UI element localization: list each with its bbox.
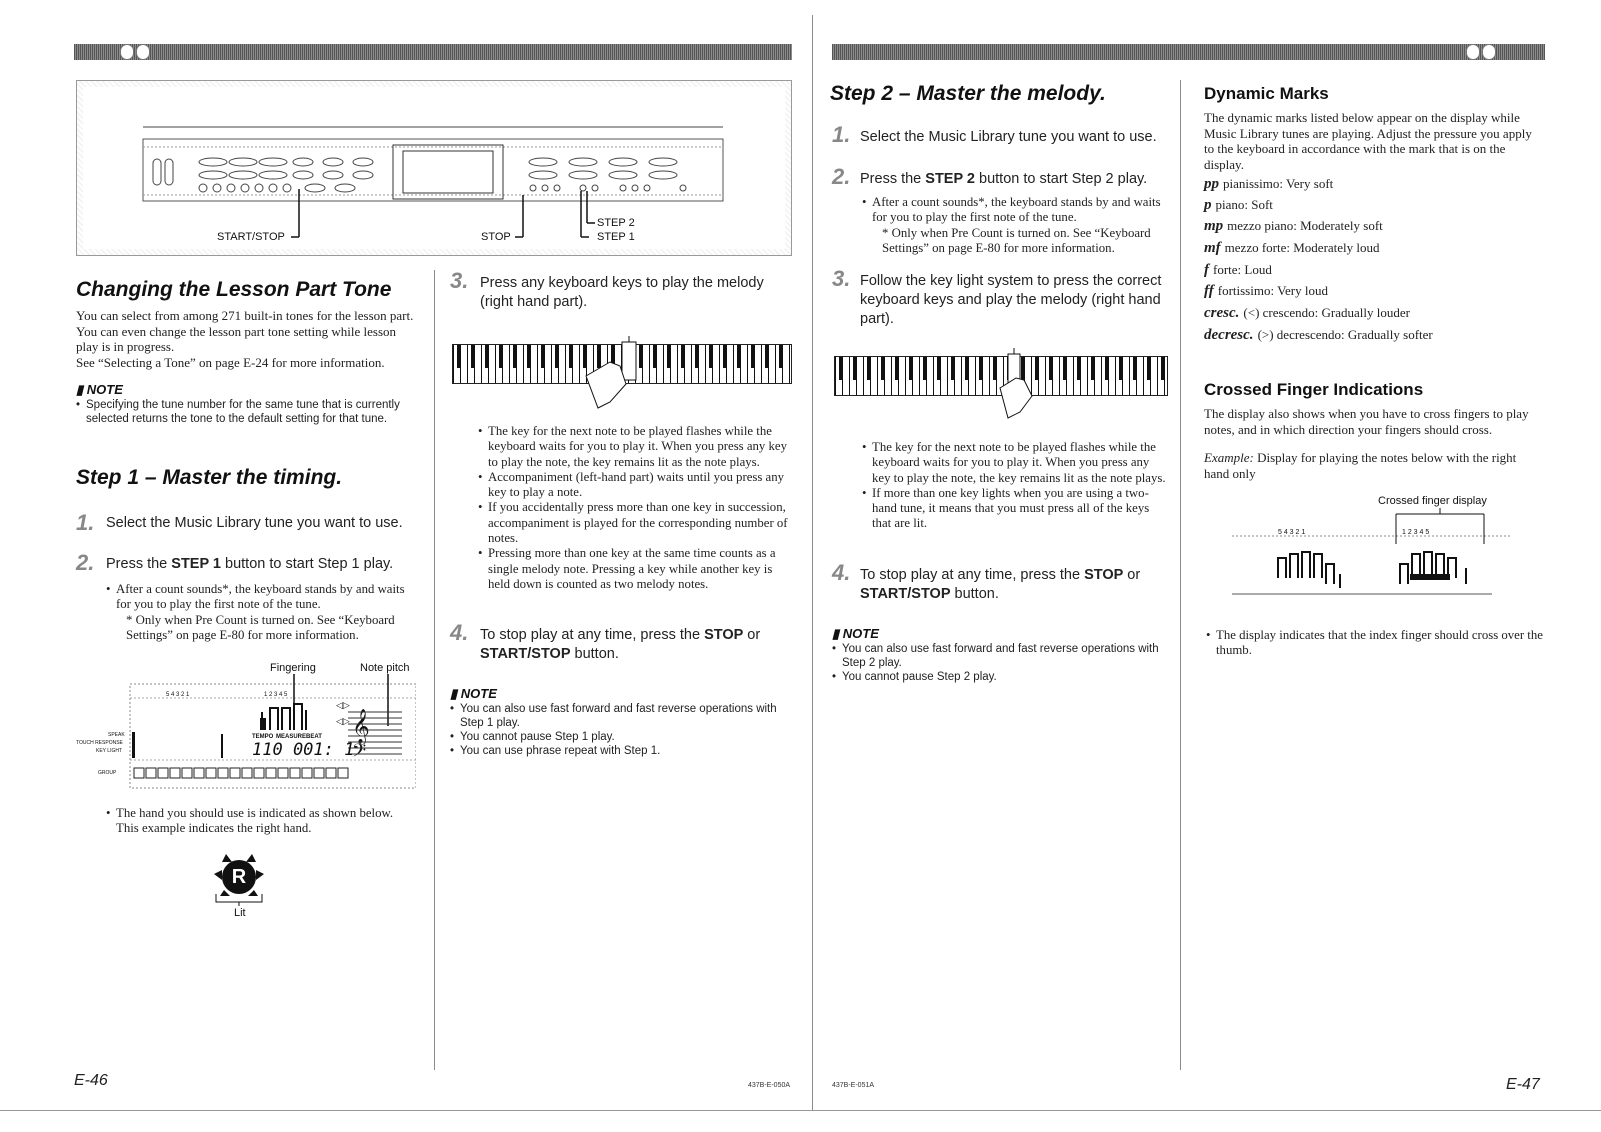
step2-item3-number: 3. bbox=[832, 266, 851, 291]
dynamic-desc: (<) crescendo: Gradually louder bbox=[1243, 305, 1410, 320]
hand-letter: R bbox=[231, 866, 247, 888]
crossed-bullet: • The display indicates that the index finger should cross over the thumb. bbox=[1206, 628, 1546, 659]
step2-bullet: • If more than one key lights when you are using a two-hand tune, it means that you must press all of the keys that are lit. bbox=[862, 486, 1168, 532]
step2-button-name: STEP 2 bbox=[925, 171, 975, 187]
note-heading-text: NOTE bbox=[460, 686, 497, 701]
dynamic-desc: fortissimo: Very loud bbox=[1217, 283, 1328, 298]
example-text: Display for playing the notes below with the right hand only bbox=[1204, 450, 1517, 481]
step2-item4-pre: To stop play at any time, press the bbox=[860, 567, 1085, 583]
step1-item1-number: 1. bbox=[76, 510, 95, 535]
step2-title: Step 2 – Master the melody. bbox=[830, 82, 1106, 105]
finger-pressing-key-icon bbox=[990, 348, 1050, 422]
keyboard-panel-illustration bbox=[76, 80, 792, 256]
svg-text:5 4 3 2 1: 5 4 3 2 1 bbox=[166, 692, 190, 698]
step2-item4-post: button. bbox=[950, 586, 999, 602]
changing-lesson-see: See “Selecting a Tone” on page E-24 for more information. bbox=[76, 354, 385, 370]
col2-item4-pre: To stop play at any time, press the bbox=[480, 627, 705, 643]
crossed-finger-display-illustration bbox=[1232, 508, 1512, 612]
dynamic-symbol: pp bbox=[1204, 176, 1219, 192]
lcd-keylight-label: KEY LIGHT bbox=[96, 748, 123, 754]
dynamic-desc: (>) decrescendo: Gradually softer bbox=[1257, 327, 1433, 342]
svg-text:1 2 3 4 5: 1 2 3 4 5 bbox=[264, 692, 288, 698]
dynamic-symbol: mp bbox=[1204, 218, 1224, 234]
dynamic-desc: pianissimo: Very soft bbox=[1223, 176, 1334, 191]
step1-label: STEP 1 bbox=[597, 231, 635, 243]
step2-item4-mid: or bbox=[1123, 567, 1141, 583]
step2-bullets bbox=[862, 195, 1164, 256]
note-item: • You can also use fast forward and fast reverse operations with Step 2 play. bbox=[832, 642, 1168, 670]
dynamic-symbol: f bbox=[1204, 262, 1209, 278]
page-number-right: E-47 bbox=[1506, 1076, 1540, 1093]
header-bar-cap bbox=[1466, 44, 1480, 60]
dynamic-symbol: p bbox=[1204, 197, 1212, 213]
note-item: • You cannot pause Step 2 play. bbox=[832, 670, 1168, 684]
doc-code-left: 437B-E-050A bbox=[748, 1082, 791, 1089]
dynamic-marks-title: Dynamic Marks bbox=[1204, 84, 1329, 103]
col2-item3-number: 3. bbox=[450, 268, 469, 293]
dynamic-marks-body: The dynamic marks listed below appear on the display while Music Library tunes are playing. Adjust the pressure you apply to the keyboard in accordance with the mark that is on the display. bbox=[1204, 110, 1532, 172]
lcd-touch-label: TOUCH RESPONSE bbox=[76, 740, 123, 746]
note-heading-text: NOTE bbox=[842, 626, 879, 641]
dynamic-desc: forte: Loud bbox=[1213, 262, 1272, 277]
dynamic-mark-row bbox=[1204, 240, 1380, 257]
step2-item4-number: 4. bbox=[832, 560, 851, 585]
stop-button-name: STOP bbox=[1084, 567, 1124, 583]
changing-lesson-title: Changing the Lesson Part Tone bbox=[76, 278, 392, 301]
lit-indicator-arrows bbox=[212, 850, 266, 906]
note-pitch-label: Note pitch bbox=[360, 662, 410, 674]
col2-bullet: • If you accidentally press more than one key in succession, accompaniment is played for the corresponding number of notes. bbox=[478, 500, 790, 546]
crossed-bullets bbox=[1206, 628, 1546, 659]
step1-item2-text bbox=[106, 555, 426, 574]
svg-text:◁▷: ◁▷ bbox=[336, 700, 350, 710]
col2-item4-mid: or bbox=[743, 627, 761, 643]
dynamic-symbol: ff bbox=[1204, 283, 1214, 299]
step2-item2-number: 2. bbox=[832, 164, 851, 189]
svg-text:𝄞: 𝄞 bbox=[352, 709, 370, 744]
page-number-left: E-46 bbox=[74, 1072, 108, 1089]
header-bar-cap bbox=[1482, 44, 1496, 60]
col2-bullets bbox=[478, 424, 790, 592]
step2-item2-text bbox=[860, 170, 1170, 189]
note-item: • Specifying the tune number for the same tune that is currently selected returns the tone to the default setting for that tune. bbox=[76, 398, 416, 426]
crossed-finger-body: The display also shows when you have to cross fingers to play notes, and in which direction your fingers should cross. bbox=[1204, 406, 1529, 437]
dynamic-mark-row bbox=[1204, 262, 1272, 279]
column-rule bbox=[434, 270, 435, 1070]
col2-item4-text bbox=[480, 626, 798, 664]
step2-note-list bbox=[832, 642, 1168, 684]
dynamic-mark-row bbox=[1204, 176, 1333, 193]
col2-bullet: • The key for the next note to be played flashes while the keyboard waits for you to play it. When you press any key to play the note, the key remains lit as the note plays. bbox=[478, 424, 790, 470]
step2-item3-text: Follow the key light system to press the correct keyboard keys and play the melody (right hand part). bbox=[860, 273, 1162, 327]
dynamic-mark-row bbox=[1204, 218, 1383, 235]
example-label: Example: bbox=[1204, 450, 1254, 465]
lit-label: Lit bbox=[234, 907, 246, 919]
step2-item2-pre: Press the bbox=[860, 171, 926, 187]
header-bar-cap bbox=[136, 44, 150, 60]
step2-item4-text bbox=[860, 566, 1170, 604]
fingering-label: Fingering bbox=[270, 662, 316, 674]
col2-bullet: • Pressing more than one key at the same time counts as a single melody note. Pressing a key while another key is held down is counted as two melody notes. bbox=[478, 546, 790, 592]
dynamic-mark-row bbox=[1204, 283, 1328, 300]
dynamic-desc: mezzo forte: Moderately loud bbox=[1224, 240, 1380, 255]
changing-lesson-text: You can select from among 271 built-in tones for the lesson part. You can even change the lesson part tone setting while lesson play is in progress. bbox=[76, 308, 414, 354]
dynamic-desc: mezzo piano: Moderately soft bbox=[1227, 218, 1383, 233]
col2-item3-text: Press any keyboard keys to play the melody (right hand part). bbox=[480, 275, 764, 310]
step1-item2-post: button to start Step 1 play. bbox=[220, 556, 394, 572]
step1-item2-pre: Press the bbox=[106, 556, 172, 572]
lcd-readout: 110 001: 1 bbox=[252, 740, 355, 760]
note-item: • You cannot pause Step 1 play. bbox=[450, 730, 790, 744]
doc-code-right: 437B-E-051A bbox=[832, 1082, 875, 1089]
col2-note-list bbox=[450, 702, 790, 758]
dynamic-symbol: cresc. bbox=[1204, 305, 1240, 321]
step1-button-name: STEP 1 bbox=[171, 556, 221, 572]
finger-pressing-key-icon bbox=[580, 336, 640, 410]
dynamic-mark-row bbox=[1204, 197, 1273, 214]
step1-subnote: * Only when Pre Count is turned on. See “Keyboard Settings” on page E-80 for more information. bbox=[126, 612, 395, 642]
keyboard-panel-drawing bbox=[83, 87, 787, 251]
page-gutter bbox=[812, 15, 813, 1110]
crossed-example bbox=[1204, 450, 1544, 481]
svg-text:5 4 3 2 1: 5 4 3 2 1 bbox=[1278, 529, 1306, 536]
start-stop-button-name: START/STOP bbox=[480, 646, 571, 662]
lcd-display-illustration bbox=[76, 674, 416, 804]
step1-bullets bbox=[106, 582, 412, 643]
crossed-finger-title: Crossed Finger Indications bbox=[1204, 380, 1424, 399]
dynamic-symbol: mf bbox=[1204, 240, 1221, 256]
dynamic-mark-row bbox=[1204, 327, 1433, 344]
step1-title: Step 1 – Master the timing. bbox=[76, 466, 343, 489]
step2-bullet-text: After a count sounds*, the keyboard stands by and waits for you to play the first note of the tune. bbox=[872, 195, 1161, 225]
step1-bullet bbox=[106, 582, 412, 643]
hand-bullet: • The hand you should use is indicated as shown below. This example indicates the right hand. bbox=[106, 806, 412, 837]
step2-bullet: • The key for the next note to be played flashes while the keyboard waits for you to play it. When you press any key to play the note, the key remains lit as the note plays. bbox=[862, 440, 1168, 486]
lcd-beat-label: BEAT bbox=[306, 734, 322, 740]
step1-item1-text: Select the Music Library tune you want to use. bbox=[106, 515, 403, 531]
header-bar-cap bbox=[120, 44, 134, 60]
hand-bullets bbox=[106, 806, 412, 837]
note-heading-text: NOTE bbox=[86, 382, 123, 397]
step2-bullets-2 bbox=[862, 440, 1168, 532]
lcd-speak-label: SPEAK bbox=[108, 732, 125, 738]
crossed-finger-display-label: Crossed finger display bbox=[1378, 495, 1487, 507]
stop-button-name: STOP bbox=[704, 627, 744, 643]
svg-text:◁▷: ◁▷ bbox=[336, 716, 350, 726]
note-item: • You can use phrase repeat with Step 1. bbox=[450, 744, 790, 758]
note-heading: ▮ NOTE bbox=[76, 382, 123, 397]
svg-text:𝄢: 𝄢 bbox=[352, 741, 367, 766]
dynamic-desc: piano: Soft bbox=[1215, 197, 1273, 212]
note-item: • You can also use fast forward and fast reverse operations with Step 1 play. bbox=[450, 702, 790, 730]
step2-item2-post: button to start Step 2 play. bbox=[974, 171, 1148, 187]
step2-bullet bbox=[862, 195, 1164, 256]
col2-item4-post: button. bbox=[570, 646, 619, 662]
header-bar-right bbox=[832, 44, 1545, 60]
changing-lesson-body bbox=[76, 308, 416, 370]
svg-text:1 2 3 4 5: 1 2 3 4 5 bbox=[1402, 529, 1430, 536]
bottom-rule bbox=[0, 1110, 1601, 1111]
stop-label: STOP bbox=[481, 231, 511, 243]
step1-bullet-text: After a count sounds*, the keyboard stands by and waits for you to play the first note of the tune. bbox=[116, 582, 405, 612]
dynamic-symbol: decresc. bbox=[1204, 327, 1254, 343]
step1-item2-number: 2. bbox=[76, 550, 95, 575]
lcd-tempo-label: TEMPO bbox=[252, 734, 274, 740]
dynamic-mark-row bbox=[1204, 305, 1410, 322]
start-stop-label: START/STOP bbox=[217, 231, 285, 243]
lcd-group-label: GROUP bbox=[98, 770, 117, 776]
step2-item1-text: Select the Music Library tune you want to use. bbox=[860, 129, 1157, 145]
step2-subnote: * Only when Pre Count is turned on. See “Keyboard Settings” on page E-80 for more information. bbox=[882, 225, 1151, 255]
start-stop-button-name: START/STOP bbox=[860, 586, 951, 602]
lcd-measure-label: MEASURE bbox=[276, 734, 307, 740]
step2-item1-number: 1. bbox=[832, 122, 851, 147]
step2-label: STEP 2 bbox=[597, 217, 635, 229]
header-bar-left bbox=[74, 44, 792, 60]
note-heading: ▮ NOTE bbox=[450, 686, 497, 701]
note-heading: ▮ NOTE bbox=[832, 626, 879, 641]
col2-bullet: • Accompaniment (left-hand part) waits until you press any key to play a note. bbox=[478, 470, 790, 501]
changing-note-list bbox=[76, 398, 416, 426]
col2-item4-number: 4. bbox=[450, 620, 469, 645]
column-rule bbox=[1180, 80, 1181, 1070]
